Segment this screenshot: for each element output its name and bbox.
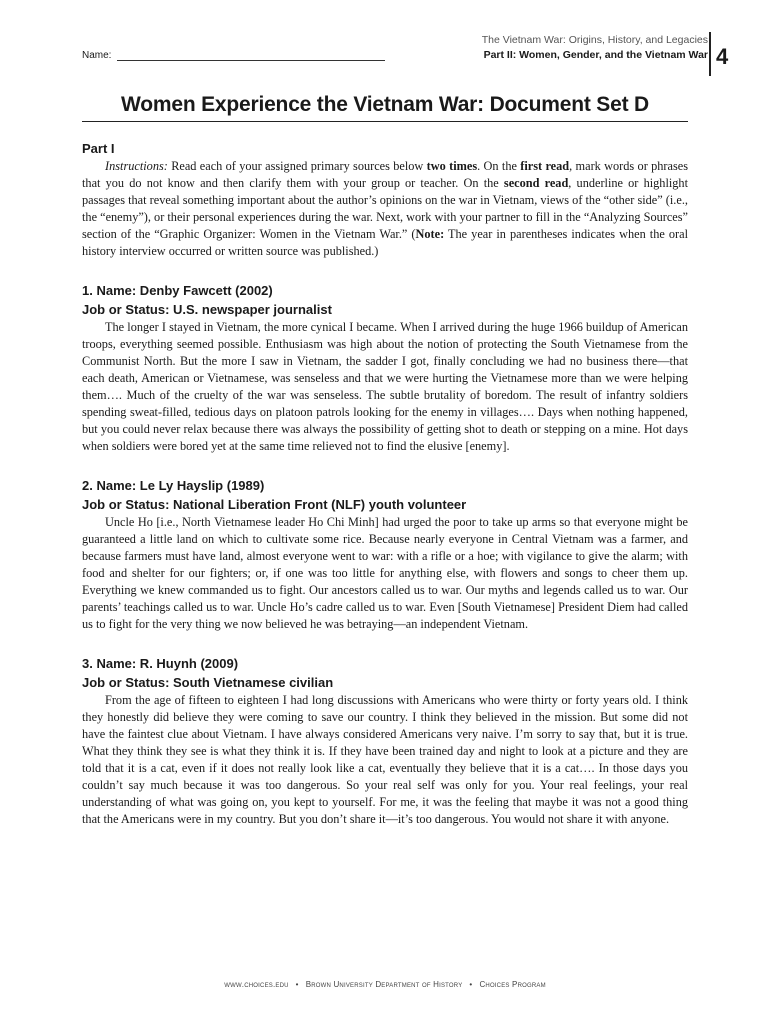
source-2 xyxy=(82,476,688,633)
source-name: 2. Name: Le Ly Hayslip (1989) xyxy=(82,478,265,493)
instructions-note-label: Note: xyxy=(415,227,445,241)
source-status: Job or Status: South Vietnamese civilian xyxy=(82,675,334,690)
header-divider xyxy=(709,32,711,76)
footer xyxy=(0,980,770,989)
name-field-line[interactable] xyxy=(117,60,385,61)
instructions-text-4: , underline or highlight passages that reveal something important about the author’s opinions on the war in Vietnam, views of the “other side” (i.e., the “enemy”), or their personal experiences during the war. Next, work with your partner to fill in the “Analyzing Sources” section of the “Graphic Organizer: Women in the Vietnam War.” ( xyxy=(82,176,688,241)
source-status: Job or Status: U.S. newspaper journalist xyxy=(82,302,332,317)
source-status: Job or Status: National Liberation Front (NLF) youth volunteer xyxy=(82,497,467,512)
source-3 xyxy=(82,654,688,828)
document-body xyxy=(82,140,688,828)
instructions-label: Instructions: xyxy=(105,159,168,173)
source-1 xyxy=(82,281,688,455)
instructions-text-2: . On the xyxy=(477,159,521,173)
footer-site[interactable]: www.choices.edu xyxy=(224,980,289,989)
instructions-bold-1: two times xyxy=(426,159,478,173)
source-text: From the age of fifteen to eighteen I had long discussions with Americans who were thirty or forty years old. I think they honestly did believe they were coming to save our country. I think they believed in the mission. But some did not have the faintest clue about Vietnam. I have always considered Americans very naive. I’m sorry to say that, but it is true. What they think they see is what they think it is. If they have been trained day and night to look at a picture and they are told that it is a cat, even if it does not really look like a cat, eventually they believe that it is a cat…. In those days you couldn’t say much because it was too dangerous. So your real self was only for you. Your real feelings, your real understanding of what was going on, you kept to yourself. For me, it was the feeling that maybe it was not a good thing that the Americans were in my country. But you don’t share it—it’s too dangerous. You would not share it with anyone. xyxy=(82,693,688,826)
instructions-bold-2: first read xyxy=(520,159,570,173)
part-heading: Part I xyxy=(82,141,115,156)
name-label: Name: xyxy=(82,50,112,61)
bullet-icon: • xyxy=(469,980,473,989)
part-title: Part II: Women, Gender, and the Vietnam War xyxy=(483,49,708,61)
page-title: Women Experience the Vietnam War: Document Set D xyxy=(121,93,649,116)
footer-program: Choices Program xyxy=(479,980,546,989)
series-title: The Vietnam War: Origins, History, and Legacies xyxy=(481,34,708,46)
page-number: 4 xyxy=(716,44,729,69)
instructions-bold-3: second read xyxy=(503,176,569,190)
instructions xyxy=(82,158,688,260)
source-name: 1. Name: Denby Fawcett (2002) xyxy=(82,283,273,298)
instructions-text-5: The year in parentheses indicates when the oral history interview occurred or written source was published.) xyxy=(82,227,688,258)
bullet-icon: • xyxy=(295,980,299,989)
source-text: Uncle Ho [i.e., North Vietnamese leader Ho Chi Minh] had urged the poor to take up arms so that everyone might be guaranteed a little land on which to cultivate some rice. Because nearly everyone in Central Vietnam was a farmer, and because farmers must have land, almost everyone went to war: with a rifle or a hoe; with vigilance to give the alarm; with food and shelter for our fighters; or, if one was too little for anything else, with flowers and songs to cheer them up. Everything we knew commanded us to fight. Our ancestors called us to war. Our myths and legends called us to war. Our parents’ teachings called us to war. Uncle Ho’s cadre called us to war. Even [South Vietnamese] President Diem had called us to fight for the very thing we now believed he was betraying—an independent Vietnam. xyxy=(82,515,688,631)
title-rule xyxy=(82,121,688,122)
header-info xyxy=(482,33,708,63)
footer-org: Brown University Department of History xyxy=(305,980,463,989)
instructions-text-3: , mark words or phrases that you do not know and then clarify them with your group or teacher. On the xyxy=(82,159,688,190)
source-name: 3. Name: R. Huynh (2009) xyxy=(82,656,239,671)
source-text: The longer I stayed in Vietnam, the more cynical I became. When I arrived during the huge 1966 buildup of American troops, everything seemed possible. Enthusiasm was high about the notion of protecting the South Vietnamese from the Communist North. But the more I saw in Vietnam, the sadder I got, finally concluding we had no business there—that each death, American or Vietnamese, was senseless and that we were hurting the Vietnamese more than we were helping them…. Much of the cruelty of the war was senseless. The subtle brutality of boredom. The result of infantry soldiers spending sweat-filled, tedious days on platoon patrols looking for the enemy in villages…. Days when nothing happened, but you could never relax because there was always the possibility of getting shot to death or stepping on a mine. Hot days when soldiers were bored yet at the same time relieved not to find the elusive [enemy]. xyxy=(82,320,688,453)
instructions-text-1: Read each of your assigned primary sources below xyxy=(167,159,427,173)
